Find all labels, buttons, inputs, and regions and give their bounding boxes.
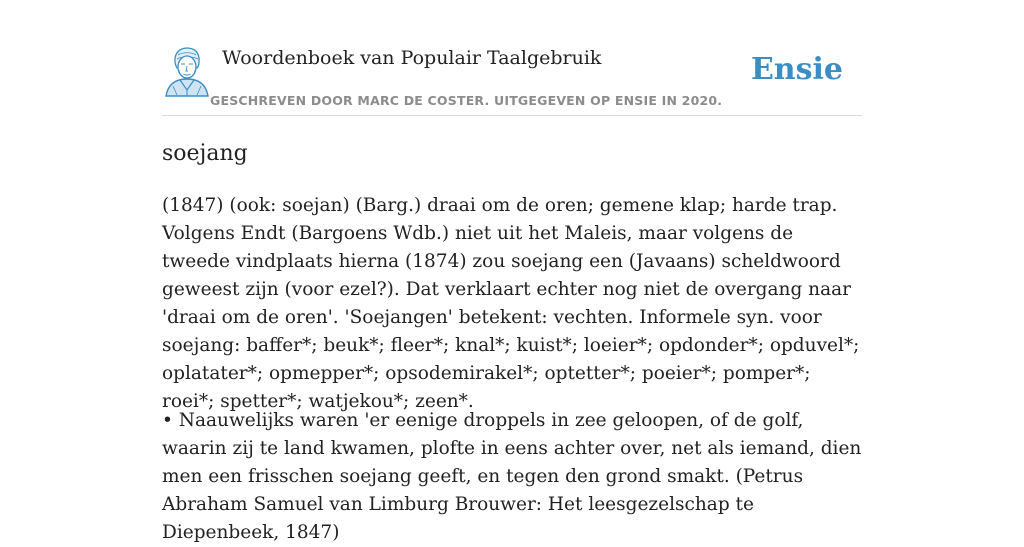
entry-quote: • Naauwelijks waren 'er eenige droppels in zee geloopen, of de golf, waarin zij te land kwamen, plofte in eens achter over, net als iemand, dien men een frisschen soejang geeft, en tegen den grond smakt. (Petrus Abraham Samuel van Limburg Brouwer: Het leesgezelschap te Diepenbeek, 1847) (162, 410, 862, 543)
book-title[interactable]: Woordenboek van Populair Taalgebruik (222, 47, 602, 69)
page (162, 0, 862, 543)
entry-word: soejang (162, 141, 248, 166)
ensie-logo-link[interactable]: Ensie (750, 52, 843, 87)
header (162, 0, 862, 116)
byline: GESCHREVEN DOOR MARC DE COSTER. UITGEGEVEN OP ENSIE IN 2020. (210, 93, 723, 108)
author-portrait-icon (164, 46, 210, 96)
entry-definition: (1847) (ook: soejan) (Barg.) draai om de oren; gemene klap; harde trap. Volgens Endt (Bargoens Wdb.) niet uit het Maleis, maar volgens de tweede vindplaats hierna (1874) zou soejang een (Javaans) scheldwoord geweest zijn (voor ezel?). Dat verklaart echter nog niet de overgang naar 'draai om de oren'. 'Soejangen' betekent: vechten. Informele syn. voor soejang: baffer*; beuk*; fleer*; knal*; kuist*; loeier*; opdonder*; opduvel*; oplatater*; opmepper*; opsodemirakel*; optetter*; poeier*; pomper*; roei*; spetter*; watjekou*; zeen*. (162, 195, 860, 412)
